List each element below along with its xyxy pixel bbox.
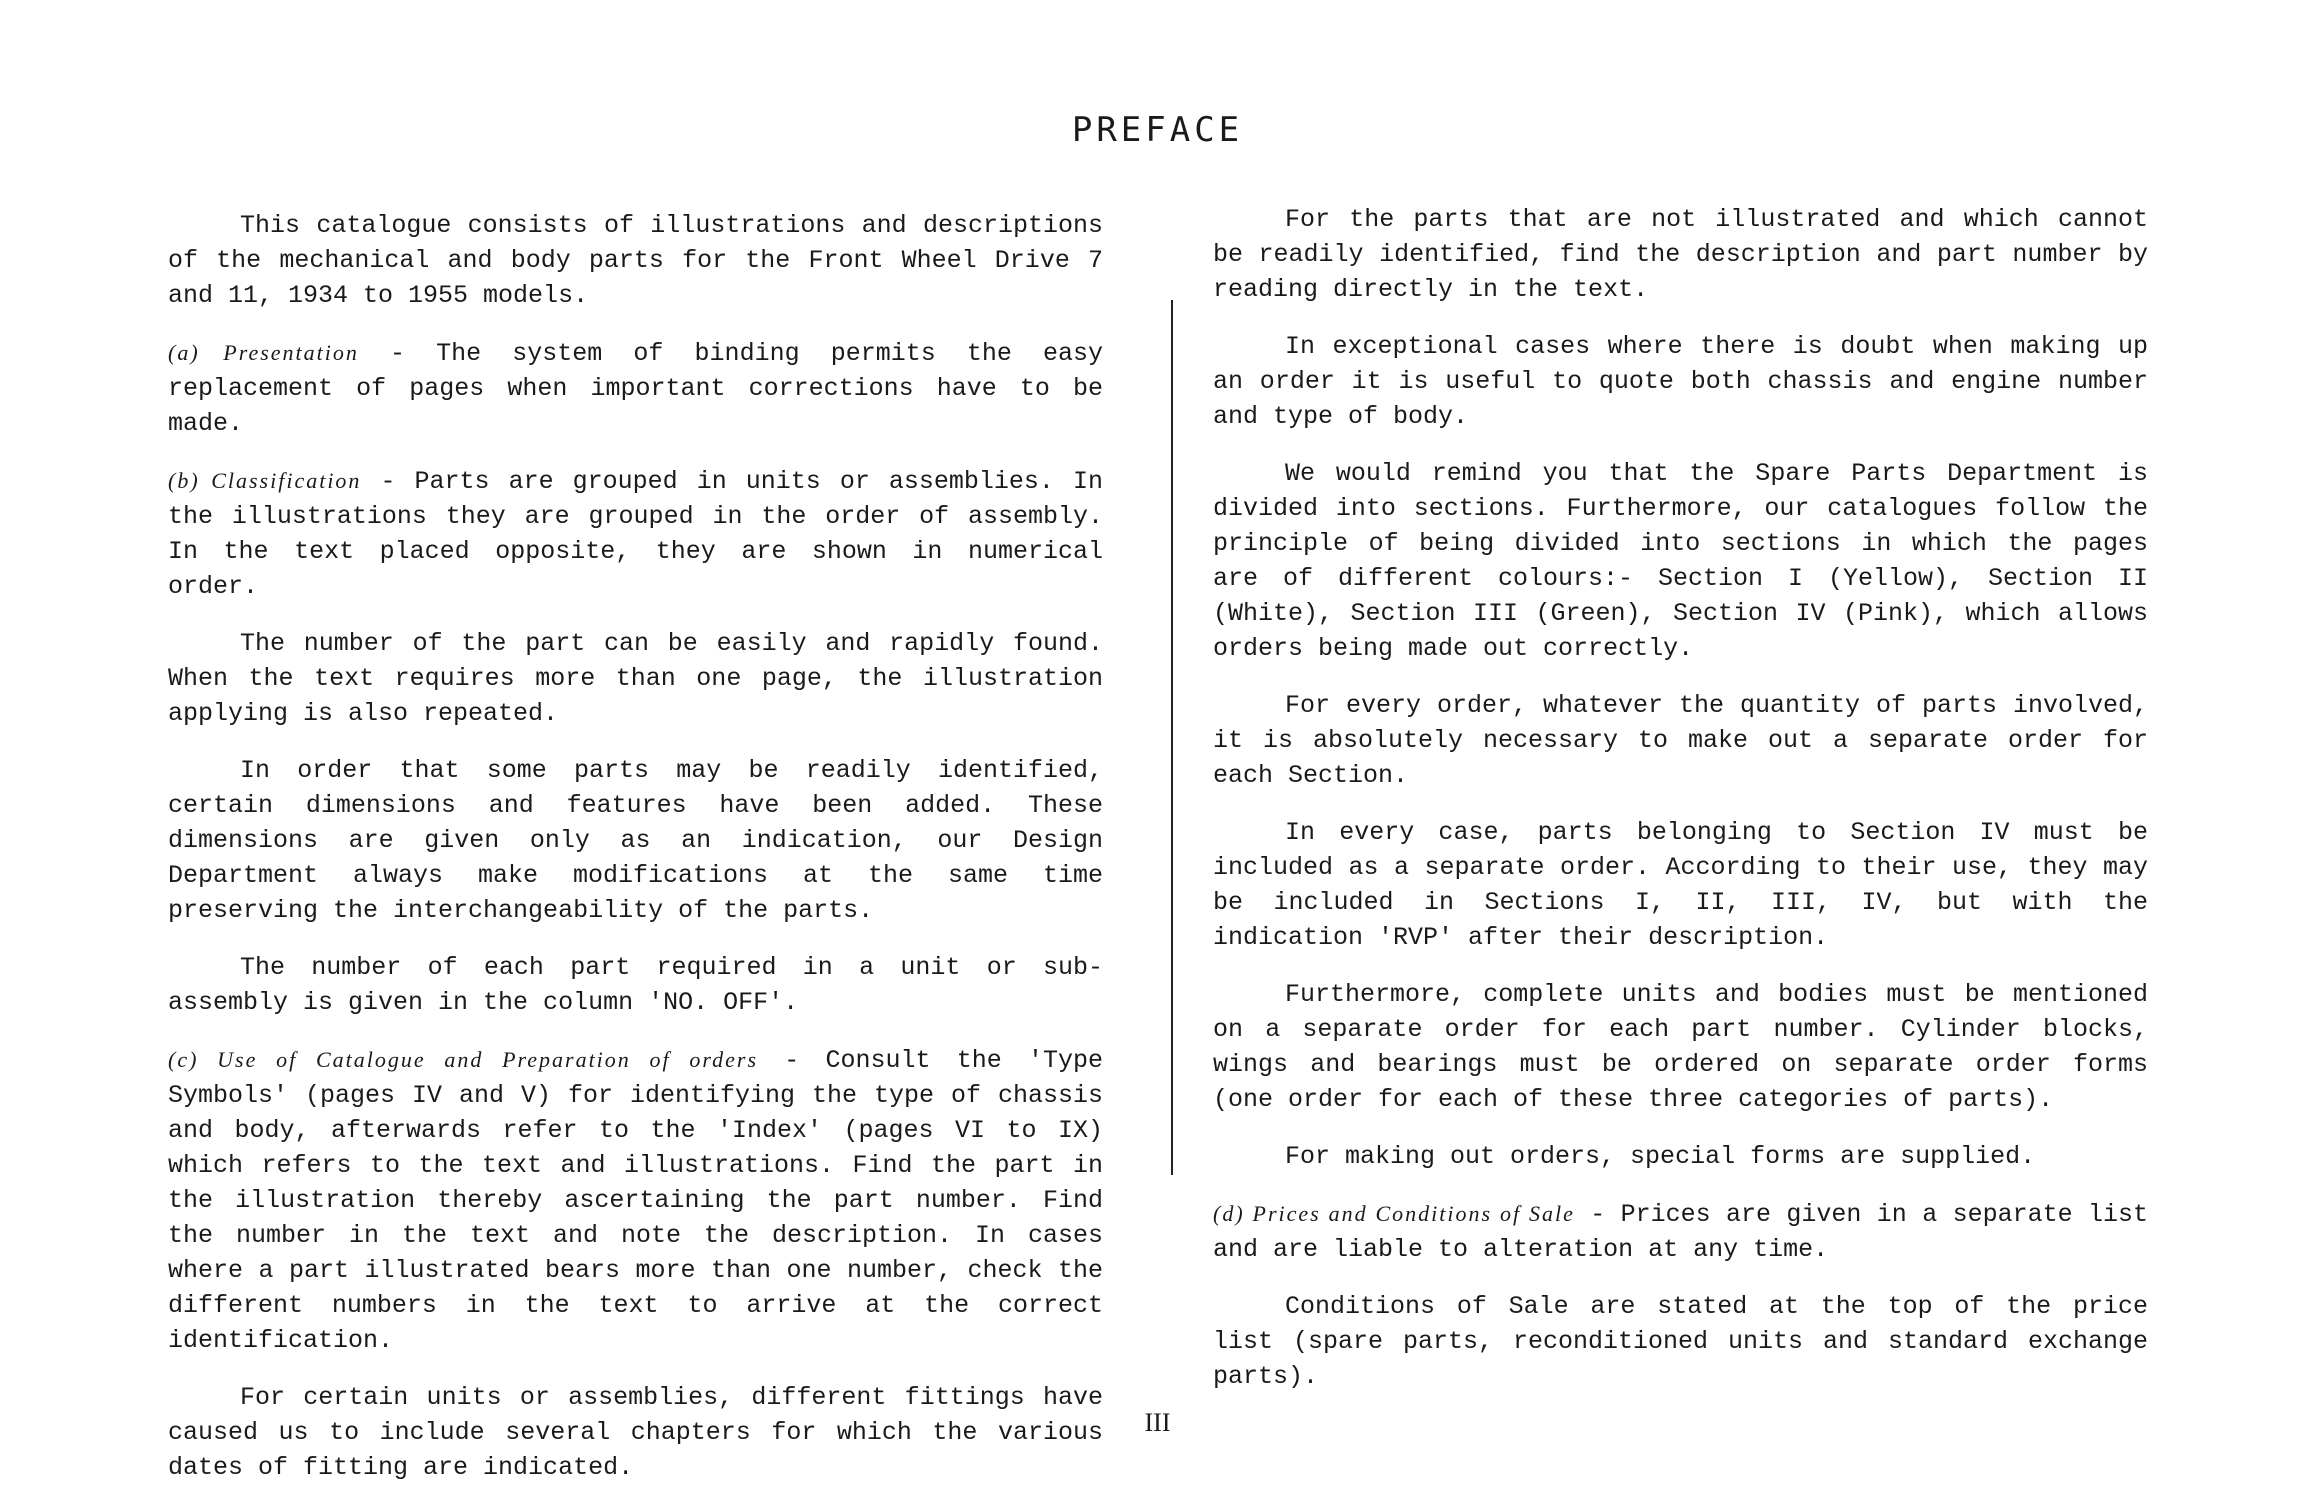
- paragraph-intro: This catalogue consists of illustrations and descriptions of the mechanical and body parts for the Front Wheel Drive 7 and 11, 1934 to 1955 models.: [168, 211, 1103, 310]
- paragraph-prices: [1213, 1196, 2148, 1267]
- section-heading-presentation: (a) Presentation: [168, 340, 359, 365]
- page-title: PREFACE: [1071, 110, 1244, 150]
- right-column: [1213, 202, 2148, 1416]
- paragraph-part-number: The number of the part can be easily and rapidly found. When the text requires more than one page, the illustration applying is also repeated.: [168, 629, 1103, 728]
- paragraph-classification: [168, 463, 1103, 604]
- paragraph-not-illustrated: For the parts that are not illustrated and which cannot be readily identified, find the description and part number by reading directly in the text.: [1213, 205, 2148, 304]
- left-column: [168, 208, 1103, 1507]
- paragraph-text: - Parts are grouped in units or assemblies. In the illustrations they are grouped in the order of assembly. In the text placed opposite, they are shown in numerical order.: [168, 467, 1103, 601]
- paragraph-text: - The system of binding permits the easy replacement of pages when important corrections have to be made.: [168, 339, 1103, 438]
- paragraph-presentation: [168, 335, 1103, 441]
- paragraph-special-forms: For making out orders, special forms are supplied.: [1285, 1142, 2036, 1171]
- paragraph-fittings: For certain units or assemblies, different fittings have caused us to include several chapters for which the various dates of fitting are indicated.: [168, 1383, 1103, 1482]
- paragraph-exceptional-cases: In exceptional cases where there is doubt when making up an order it is useful to quote both chassis and engine number and type of body.: [1213, 332, 2148, 431]
- paragraph-dimensions: In order that some parts may be readily identified, certain dimensions and features have been added. These dimensions are given only as an indication, our Design Department always make modifications at the same time preserving the interchangeability of the parts.: [168, 756, 1103, 925]
- paragraph-conditions-of-sale: Conditions of Sale are stated at the top of the price list (spare parts, reconditioned units and standard exchange parts).: [1213, 1292, 2148, 1391]
- paragraph-complete-units: Furthermore, complete units and bodies must be mentioned on a separate order for each part number. Cylinder blocks, wings and bearings must be ordered on separate order forms (one order for each of these three categories of parts).: [1213, 980, 2148, 1114]
- paragraph-section-iv: In every case, parts belonging to Section IV must be included as a separate order. According to their use, they may be included in Sections I, II, III, IV, but with the indication 'RVP' after their description.: [1213, 818, 2148, 952]
- paragraph-text: - Consult the 'Type Symbols' (pages IV and V) for identifying the type of chassis and body, afterwards refer to the 'Index' (pages VI to IX) which refers to the text and illustrations. Find the part in the illustration thereby ascertaining the part number. Find the number in the text and note the description. In cases where a part illustrated bears more than one number, check the different numbers in the text to arrive at the correct identification.: [168, 1046, 1103, 1355]
- page-number: III: [1144, 1408, 1171, 1437]
- section-heading-classification: (b) Classification: [168, 468, 362, 493]
- section-heading-prices: (d) Prices and Conditions of Sale: [1213, 1201, 1575, 1226]
- paragraph-use-of-catalogue: [168, 1042, 1103, 1358]
- paragraph-every-order: For every order, whatever the quantity of parts involved, it is absolutely necessary to make out a separate order for each Section.: [1213, 691, 2148, 790]
- section-heading-use-of-catalogue: (c) Use of Catalogue and Preparation of orders: [168, 1047, 759, 1072]
- paragraph-no-off: The number of each part required in a unit or sub-assembly is given in the column 'NO. OFF'.: [168, 953, 1103, 1017]
- paragraph-text: - Prices are given in a separate list and are liable to alteration at any time.: [1213, 1200, 2149, 1264]
- column-divider: [1171, 300, 1173, 1175]
- paragraph-sections: We would remind you that the Spare Parts Department is divided into sections. Furthermore, our catalogues follow the principle of being divided into sections in which the pages are of different colours:- Section I (Yellow), Section II (White), Section III (Green), Section IV (Pink), which allows orders being made out correctly.: [1213, 459, 2148, 663]
